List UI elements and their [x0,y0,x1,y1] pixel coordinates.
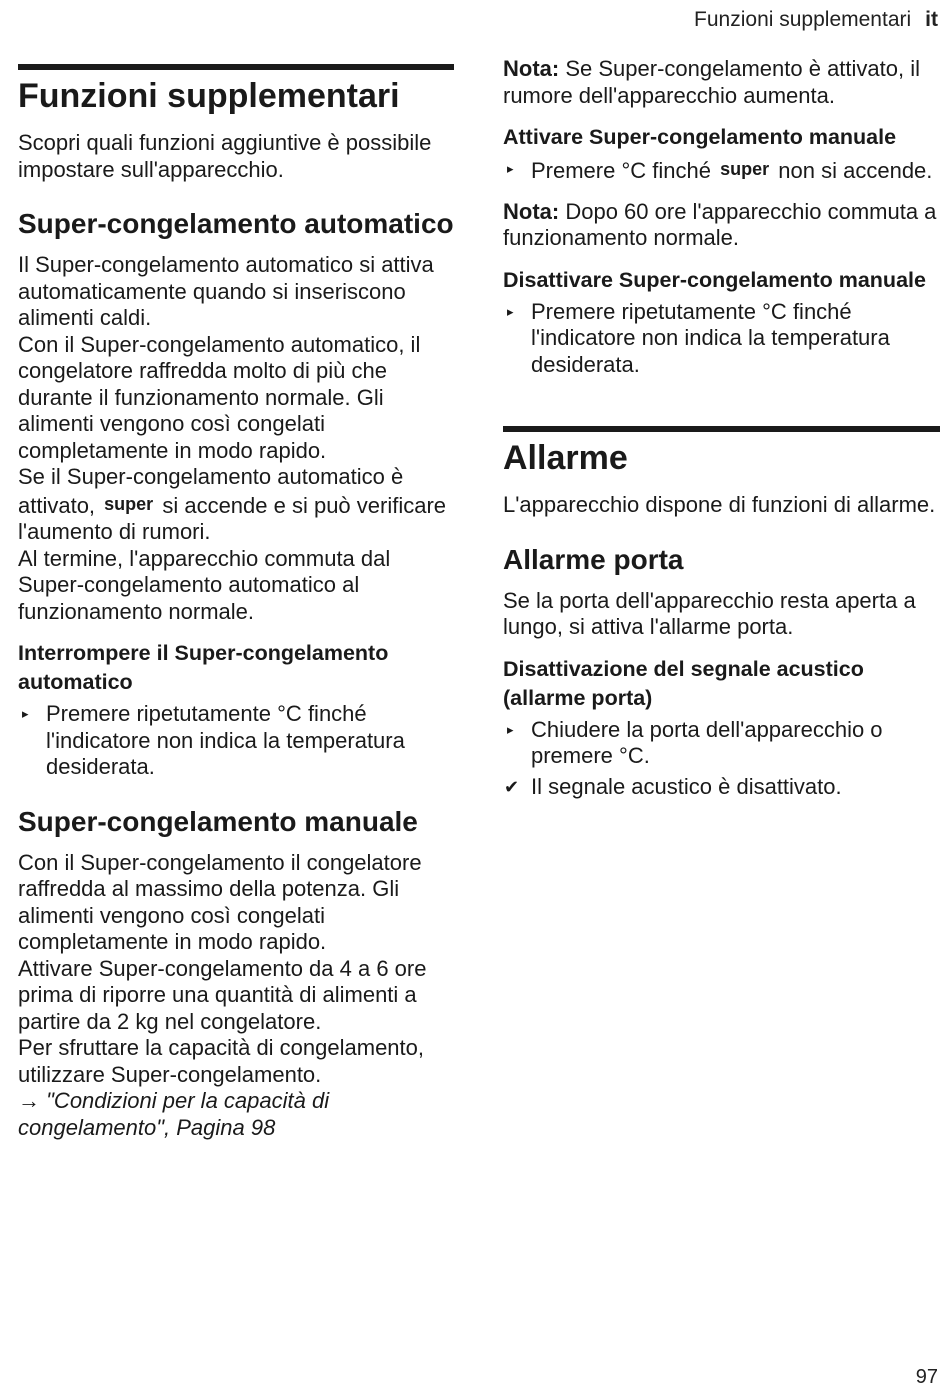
manual-paragraph-3: Per sfruttare la capacità di congelamento, utilizzare Super-congelamento. [18,1035,425,1087]
temp-symbol: °C [277,701,302,726]
right-column [503,56,940,800]
door-alarm-step: ▸ Chiudere la porta dell'apparecchio o premere °C. [507,716,883,768]
page-title: Funzioni supplementari [18,64,454,116]
checkmark-icon: ✔ [504,776,520,797]
cross-reference[interactable] [18,1088,454,1141]
super-symbol: super [720,159,770,179]
manual-superfreeze-heading: Super-congelamento manuale [18,805,418,837]
door-alarm-off-heading: Disattivazione del segnale acustico (allarme porta) [503,656,864,710]
note-noise: Nota: Se Super-congelamento è attivato, il rumore dell'apparecchio aumenta. [503,56,920,108]
auto-paragraph-3: Se il Super-congelamento automatico è attivato, super si accende e si può verificare l'aumento di rumori. [18,464,447,544]
temp-symbol: °C [762,298,787,324]
interrupt-auto-heading: Interrompere il Super-congelamento automatico [18,641,389,694]
arrow-right-icon: → [18,1088,40,1113]
activate-manual-heading: Attivare Super-congelamento manuale [503,125,897,149]
alarm-intro: L'apparecchio dispone di funzioni di allarme. [503,492,936,517]
auto-superfreeze-heading: Super-congelamento automatico [18,208,454,239]
page-number: 97 [915,1366,938,1388]
running-header-section: Funzioni supplementari [694,8,912,31]
step-arrow-icon: ▸ [507,303,514,319]
alarm-title: Allarme [503,426,940,478]
door-alarm-result: ✔ Il segnale acustico è disattivato. [504,773,842,799]
temp-symbol: °C [621,158,647,183]
door-alarm-heading: Allarme porta [503,543,684,575]
running-header [694,8,938,32]
door-alarm-paragraph: Se la porta dell'apparecchio resta aperta a lungo, si attiva l'allarme porta. [503,587,916,639]
intro-paragraph: Scopri quali funzioni aggiuntive è possibile impostare sull'apparecchio. [18,130,432,182]
step-arrow-icon: ▸ [507,161,514,176]
manual-paragraph-2: Attivare Super-congelamento da 4 a 6 ore prima di riporre una quantità di alimenti a partire da 2 kg nel congelatore. [18,955,427,1034]
auto-paragraph-2: Con il Super-congelamento automatico, il congelatore raffredda molto di più che durante il funzionamento normale. Gli alimenti vengono così congelati completamente in modo rapido. [18,331,421,463]
note-label: Nota: [503,56,560,81]
left-column [18,64,454,1141]
interrupt-step: ▸ Premere ripetutamente °C finché l'indicatore non indica la temperatura desiderata. [22,701,405,779]
auto-paragraph-4: Al termine, l'apparecchio commuta dal Super-congelamento automatico al funzionamento normale. [18,545,391,624]
cross-reference-link[interactable]: "Condizioni per la capacità di congelamento", Pagina 98 [18,1088,330,1140]
super-symbol: super [104,493,154,514]
deactivate-manual-heading: Disattivare Super-congelamento manuale [503,267,926,292]
activate-step: ▸ Premere °C finché super non si accende. [507,158,933,183]
note-label: Nota: [503,198,560,224]
step-arrow-icon: ▸ [22,706,29,721]
note-60-hours: Nota: Dopo 60 ore l'apparecchio commuta a funzionamento normale. [503,198,937,250]
language-code: it [925,8,938,31]
auto-paragraph-1: Il Super-congelamento automatico si attiva automaticamente quando si inseriscono alimenti caldi. [18,252,434,330]
manual-paragraph-1: Con il Super-congelamento il congelatore raffredda al massimo della potenza. Gli alimenti vengono così congelati completamente in modo rapido. [18,849,422,954]
temp-symbol: °C [619,743,644,768]
deactivate-step: ▸ Premere ripetutamente °C finché l'indicatore non indica la temperatura desiderata. [507,298,890,377]
step-arrow-icon: ▸ [507,721,514,737]
